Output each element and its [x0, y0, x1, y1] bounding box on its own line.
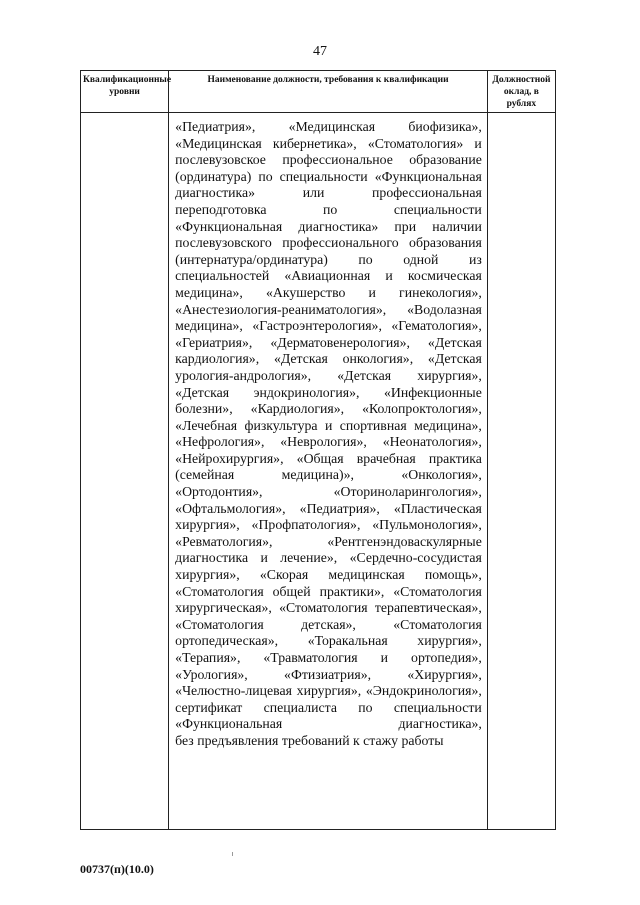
footer-tick-mark — [232, 852, 233, 856]
table-row — [81, 113, 556, 830]
cell-requirements — [169, 113, 488, 830]
header-position-requirements: Наименование должности, требования к квалификации — [169, 71, 488, 113]
requirements-text-last-line: без предъявления требований к стажу работы — [175, 732, 444, 748]
table-header-row — [81, 71, 556, 113]
qualification-table — [80, 70, 556, 830]
cell-qualification-level — [81, 113, 169, 830]
cell-salary — [487, 113, 555, 830]
requirements-text — [169, 113, 487, 750]
page-number: 47 — [313, 44, 327, 59]
document-code: 00737(п)(10.0) — [80, 862, 154, 876]
requirements-text-main: «Педиатрия», «Медицинская биофизика», «Медицинская кибернетика», «Стоматология» и послевузовское профессиональное образование (ординатура) по специальности «Функциональная диагностика» или профессиональная переподготовка по специальности «Функциональная диагностика» при наличии послевузовского профессионального образования (интернатура/ординатура) по одной из специальностей «Авиационная и космическая медицина», «Акушерство и гинекология», «Анестезиология-реаниматология», «Водолазная медицина», «Гастроэнтерология», «Гематология», «Гериатрия», «Дерматовенерология», «Детская кардиология», «Детская онкология», «Детская урология-андрология», «Детская хирургия», «Детская эндокринология», «Инфекционные болезни», «Кардиология», «Колопроктология», «Лечебная физкультура и спортивная медицина», «Нефрология», «Неврология», «Неонатология», «Нейрохирургия», «Общая врачебная практика (семейная медицина)», «Онкология», «Ортодонтия», «Оториноларингология», «Офтальмология», «Педиатрия», «Пластическая хирургия», «Профпатология», «Пульмонология», «Ревматология», «Рентгенэндоваскулярные диагностика и лечение», «Сердечно-сосудистая хирургия», «Скорая медицинская помощь», «Стоматология общей практики», «Стоматология хирургическая», «Стоматология терапевтическая», «Стоматология детская», «Стоматология ортопедическая», «Торакальная хирургия», «Терапия», «Травматология и ортопедия», «Урология», «Фтизиатрия», «Хирургия», «Челюстно-лицевая хирургия», «Эндокринология», сертификат специалиста по специальности «Функциональная диагностика», — [175, 119, 482, 732]
header-salary: Должностной оклад, в рублях — [487, 71, 555, 113]
header-qualification-levels: Квалификационные уровни — [81, 71, 169, 113]
